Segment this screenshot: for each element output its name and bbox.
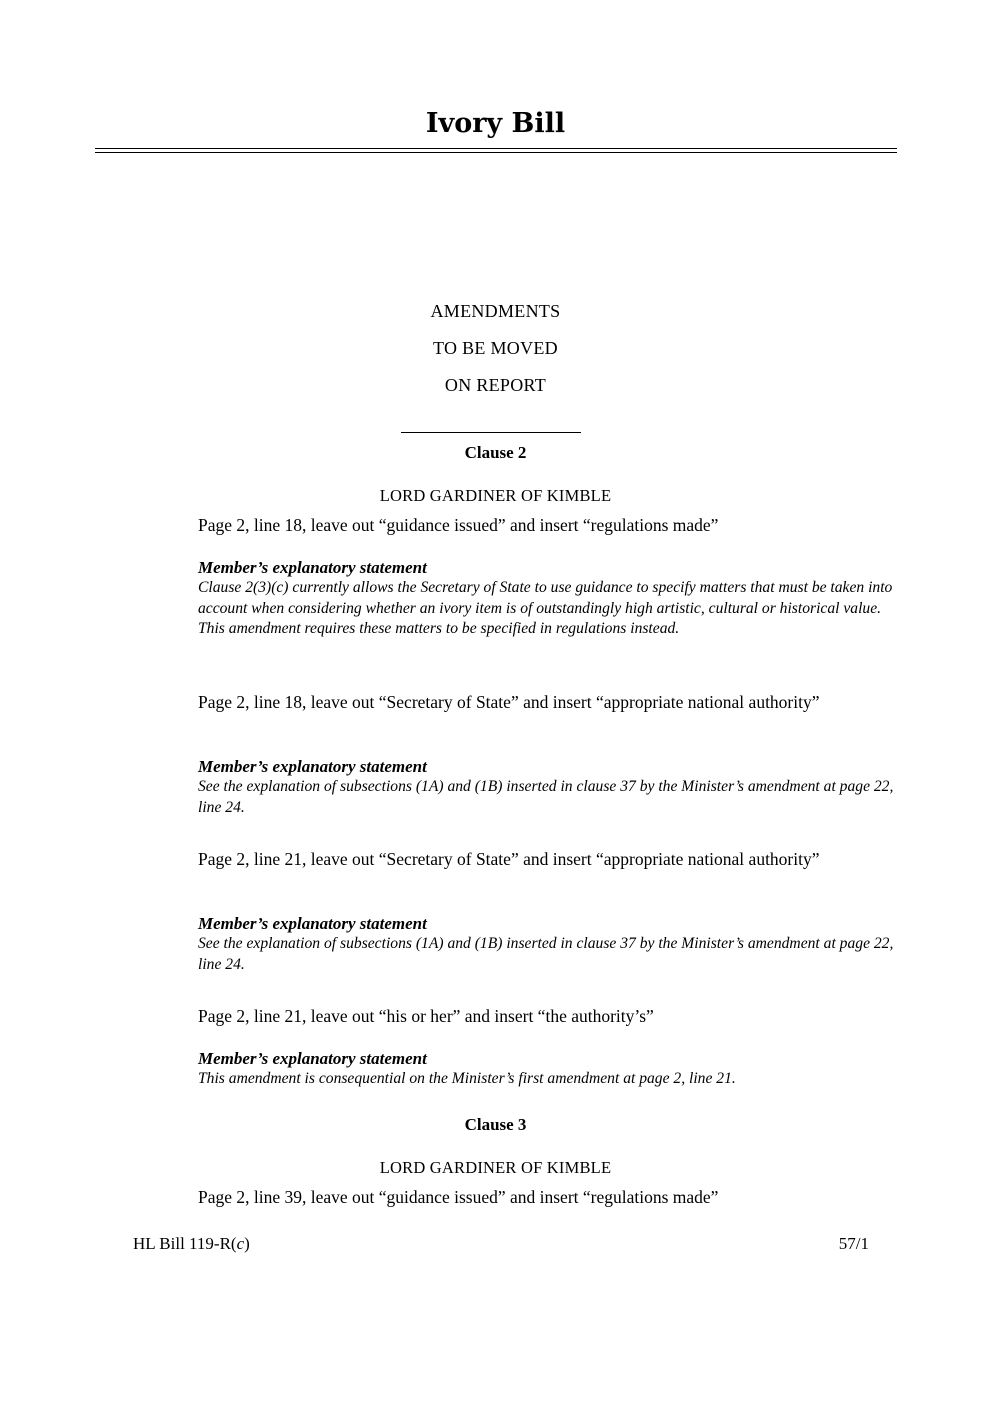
heading-line-3: ON REPORT <box>444 375 547 395</box>
heading-line-1: AMENDMENTS <box>430 301 561 321</box>
bill-reference <box>133 1234 250 1254</box>
bill-reference-suffix: ) <box>244 1234 250 1253</box>
statement-body: This amendment is consequential on the Minister’s first amendment at page 2, line 21. <box>198 1070 736 1087</box>
explanatory-statement <box>198 558 897 640</box>
amendment-text: Page 2, line 21, leave out “his or her” and insert “the authority’s” <box>198 1006 654 1026</box>
title-rule-top <box>95 148 897 149</box>
statement-heading: Member’s explanatory statement <box>198 1049 427 1068</box>
amendment-text: Page 2, line 18, leave out “guidance issued” and insert “regulations made” <box>198 515 719 535</box>
page-reference: 57/1 <box>838 1234 869 1253</box>
heading-separator <box>401 432 581 433</box>
member-name: LORD GARDINER OF KIMBLE <box>379 1158 612 1177</box>
clause-heading: Clause 3 <box>464 1115 527 1134</box>
bill-reference-prefix: HL Bill 119-R( <box>133 1234 237 1253</box>
statement-heading: Member’s explanatory statement <box>198 914 427 933</box>
member-name: LORD GARDINER OF KIMBLE <box>379 486 612 505</box>
bill-title: Ivory Bill <box>425 108 566 139</box>
explanatory-statement <box>198 757 897 818</box>
statement-body: Clause 2(3)(c) currently allows the Secretary of State to use guidance to specify matters that must be taken into account when considering whether an ivory item is of outstandingly high artistic, cultural or historical value. This amendment requires these matters to be specified in regulations instead. <box>198 579 893 637</box>
statement-body: See the explanation of subsections (1A) and (1B) inserted in clause 37 by the Minister’s amendment at page 22, line 24. <box>198 935 894 973</box>
statement-heading: Member’s explanatory statement <box>198 558 427 577</box>
heading-line-2: TO BE MOVED <box>433 338 558 358</box>
amendment-text: Page 2, line 39, leave out “guidance issued” and insert “regulations made” <box>198 1187 719 1207</box>
statement-body: See the explanation of subsections (1A) and (1B) inserted in clause 37 by the Minister’s amendment at page 22, line 24. <box>198 778 894 816</box>
statement-heading: Member’s explanatory statement <box>198 757 427 776</box>
clause-heading: Clause 2 <box>464 443 527 462</box>
bill-reference-letter: c <box>236 1234 245 1253</box>
title-rule-bottom <box>95 152 897 153</box>
explanatory-statement <box>198 914 897 975</box>
explanatory-statement <box>198 1049 897 1090</box>
amendment-text: Page 2, line 21, leave out “Secretary of State” and insert “appropriate national authority” <box>198 849 820 869</box>
amendment-text: Page 2, line 18, leave out “Secretary of State” and insert “appropriate national authority” <box>198 692 820 712</box>
